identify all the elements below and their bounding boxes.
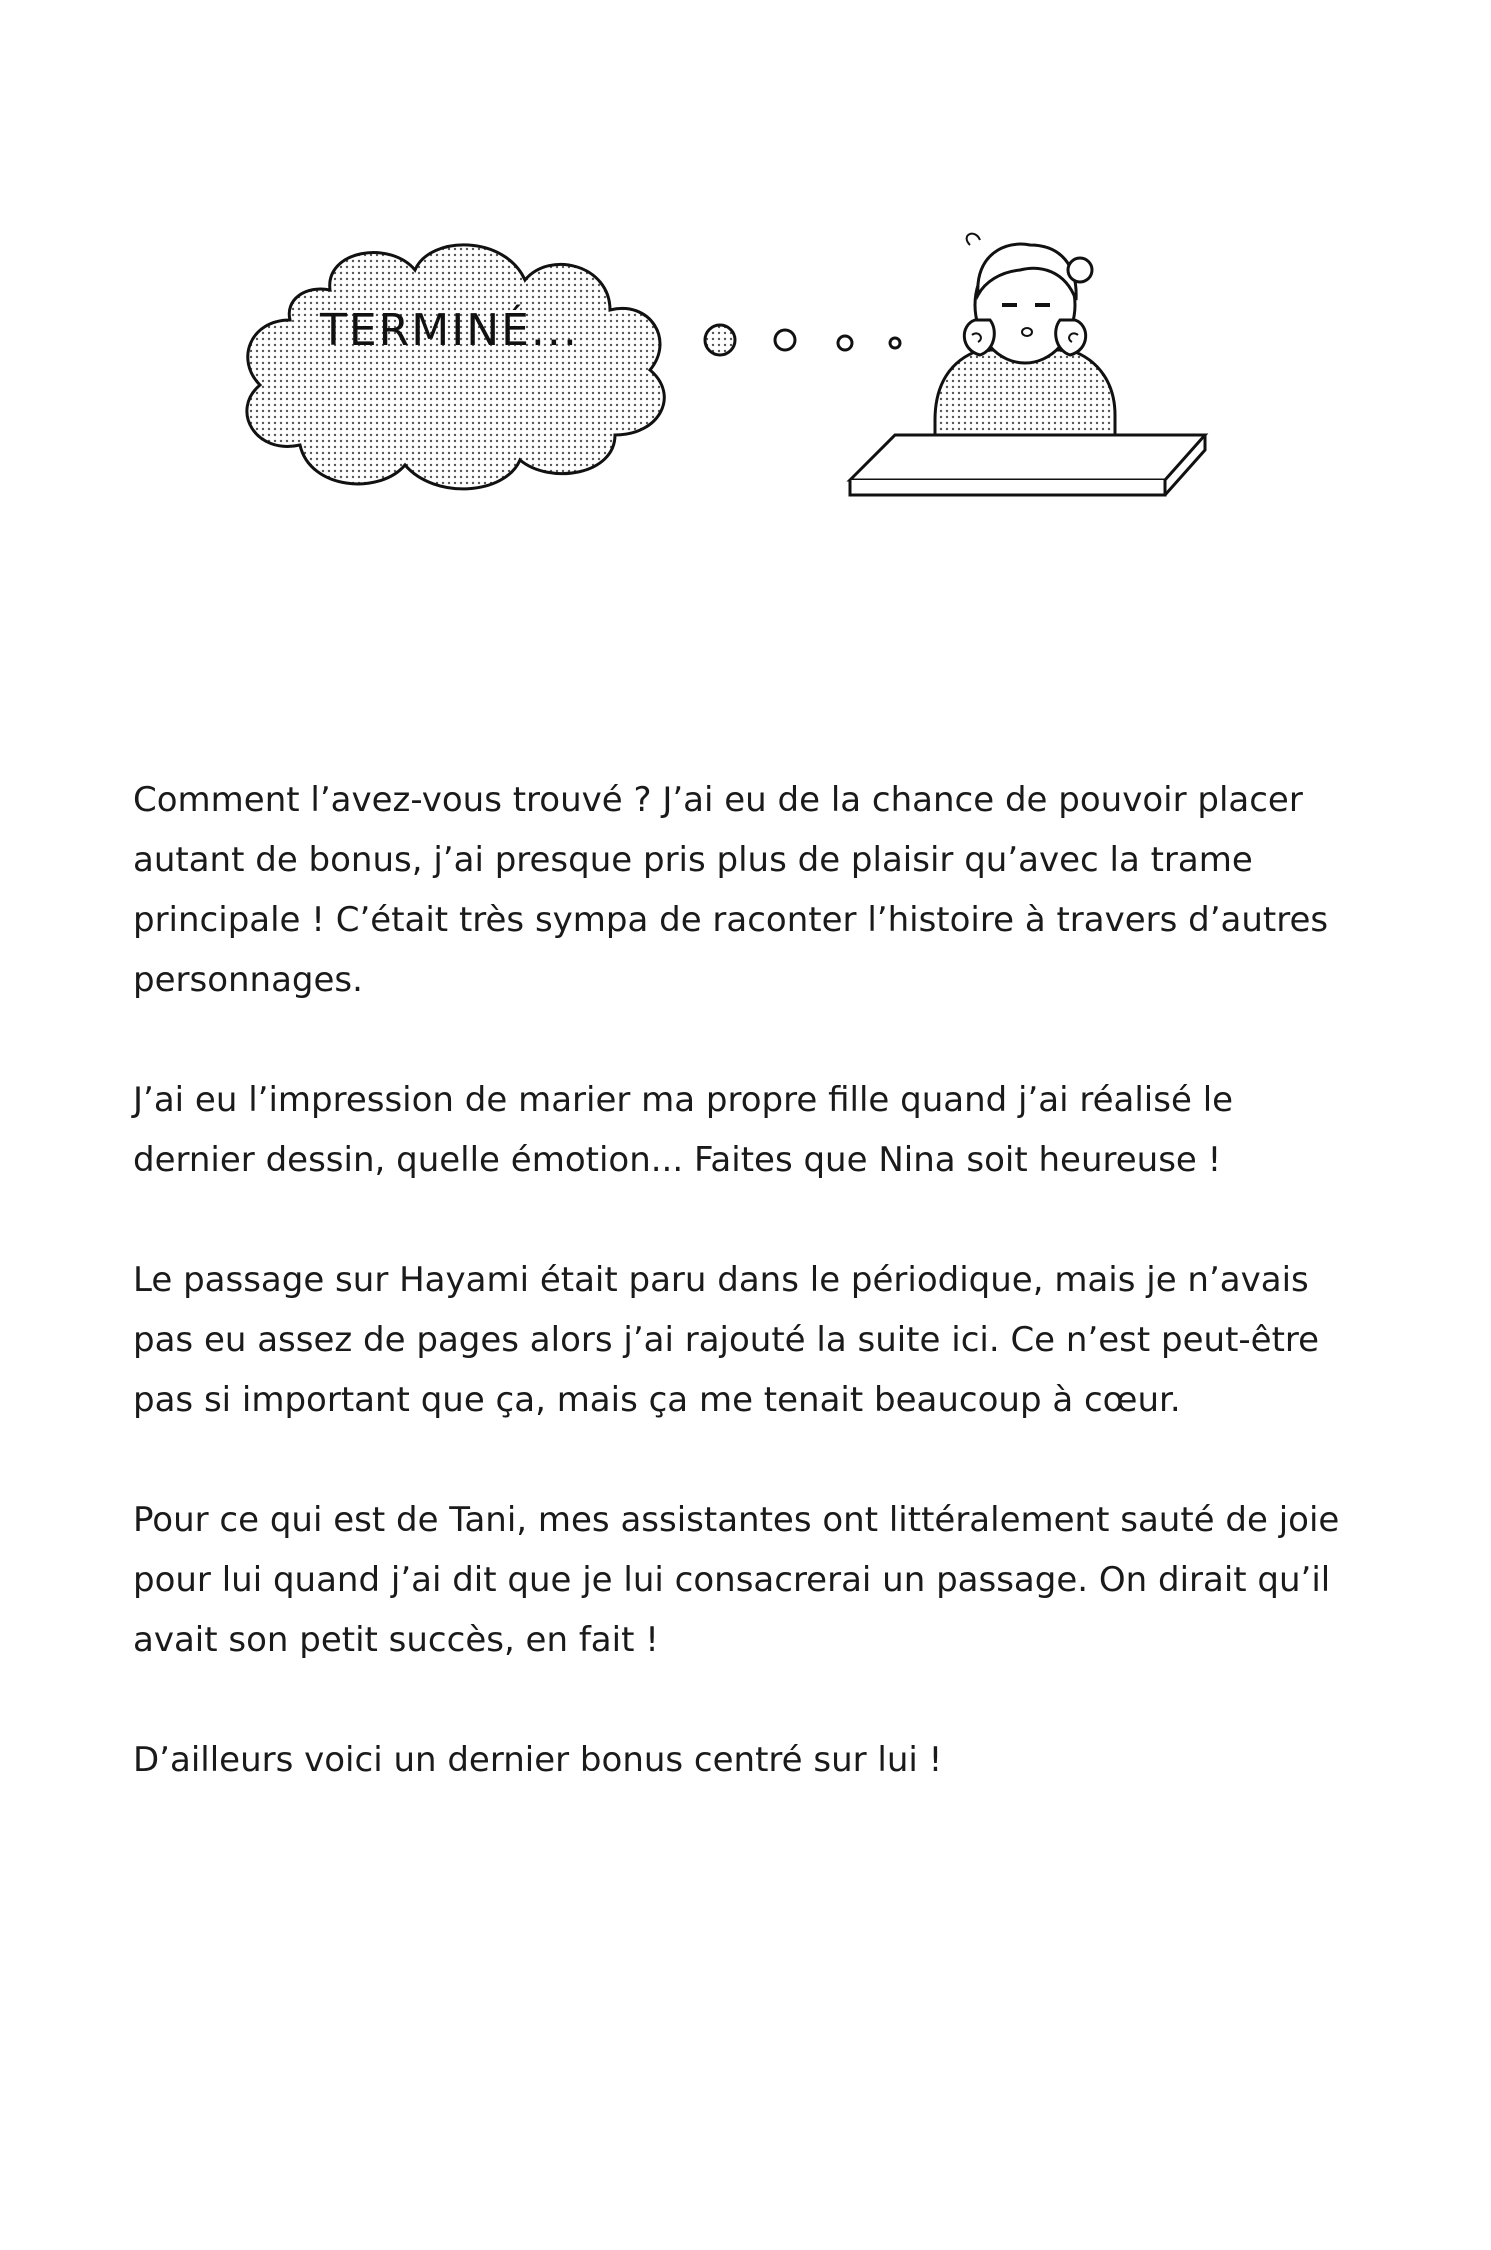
- paragraph: Le passage sur Hayami était paru dans le périodique, mais je n’avais pas eu assez de pages alors j’ai rajouté la suite ici. Ce n’est peut-être pas si important que ça, mais ça me tenait beaucoup à cœur.: [133, 1260, 1320, 1420]
- resting-author-icon: [935, 234, 1115, 440]
- thought-trail: [705, 325, 900, 355]
- afterword-text: [133, 770, 1363, 1790]
- paragraph: Comment l’avez-vous trouvé ? J’ai eu de la chance de pouvoir placer autant de bonus, j’ai presque pris plus de plaisir qu’avec la trame principale ! C’était très sympa de raconter l’histoire à travers d’autres personnages.: [133, 780, 1329, 1000]
- thought-cloud: [247, 245, 664, 489]
- paragraph: J’ai eu l’impression de marier ma propre fille quand j’ai réalisé le dernier dessin, quelle émotion... Faites que Nina soit heureuse !: [133, 1080, 1234, 1180]
- paragraph: Pour ce qui est de Tani, mes assistantes ont littéralement sauté de joie pour lui quand j’ai dit que je lui consacrerai un passage. On dirait qu’il avait son petit succès, en fait !: [133, 1500, 1340, 1660]
- header-illustration: [230, 210, 1250, 500]
- desk-icon: [850, 435, 1205, 495]
- paragraph: D’ailleurs voici un dernier bonus centré sur lui !: [133, 1740, 943, 1780]
- thought-bubble-text: TERMINÉ...: [320, 305, 579, 356]
